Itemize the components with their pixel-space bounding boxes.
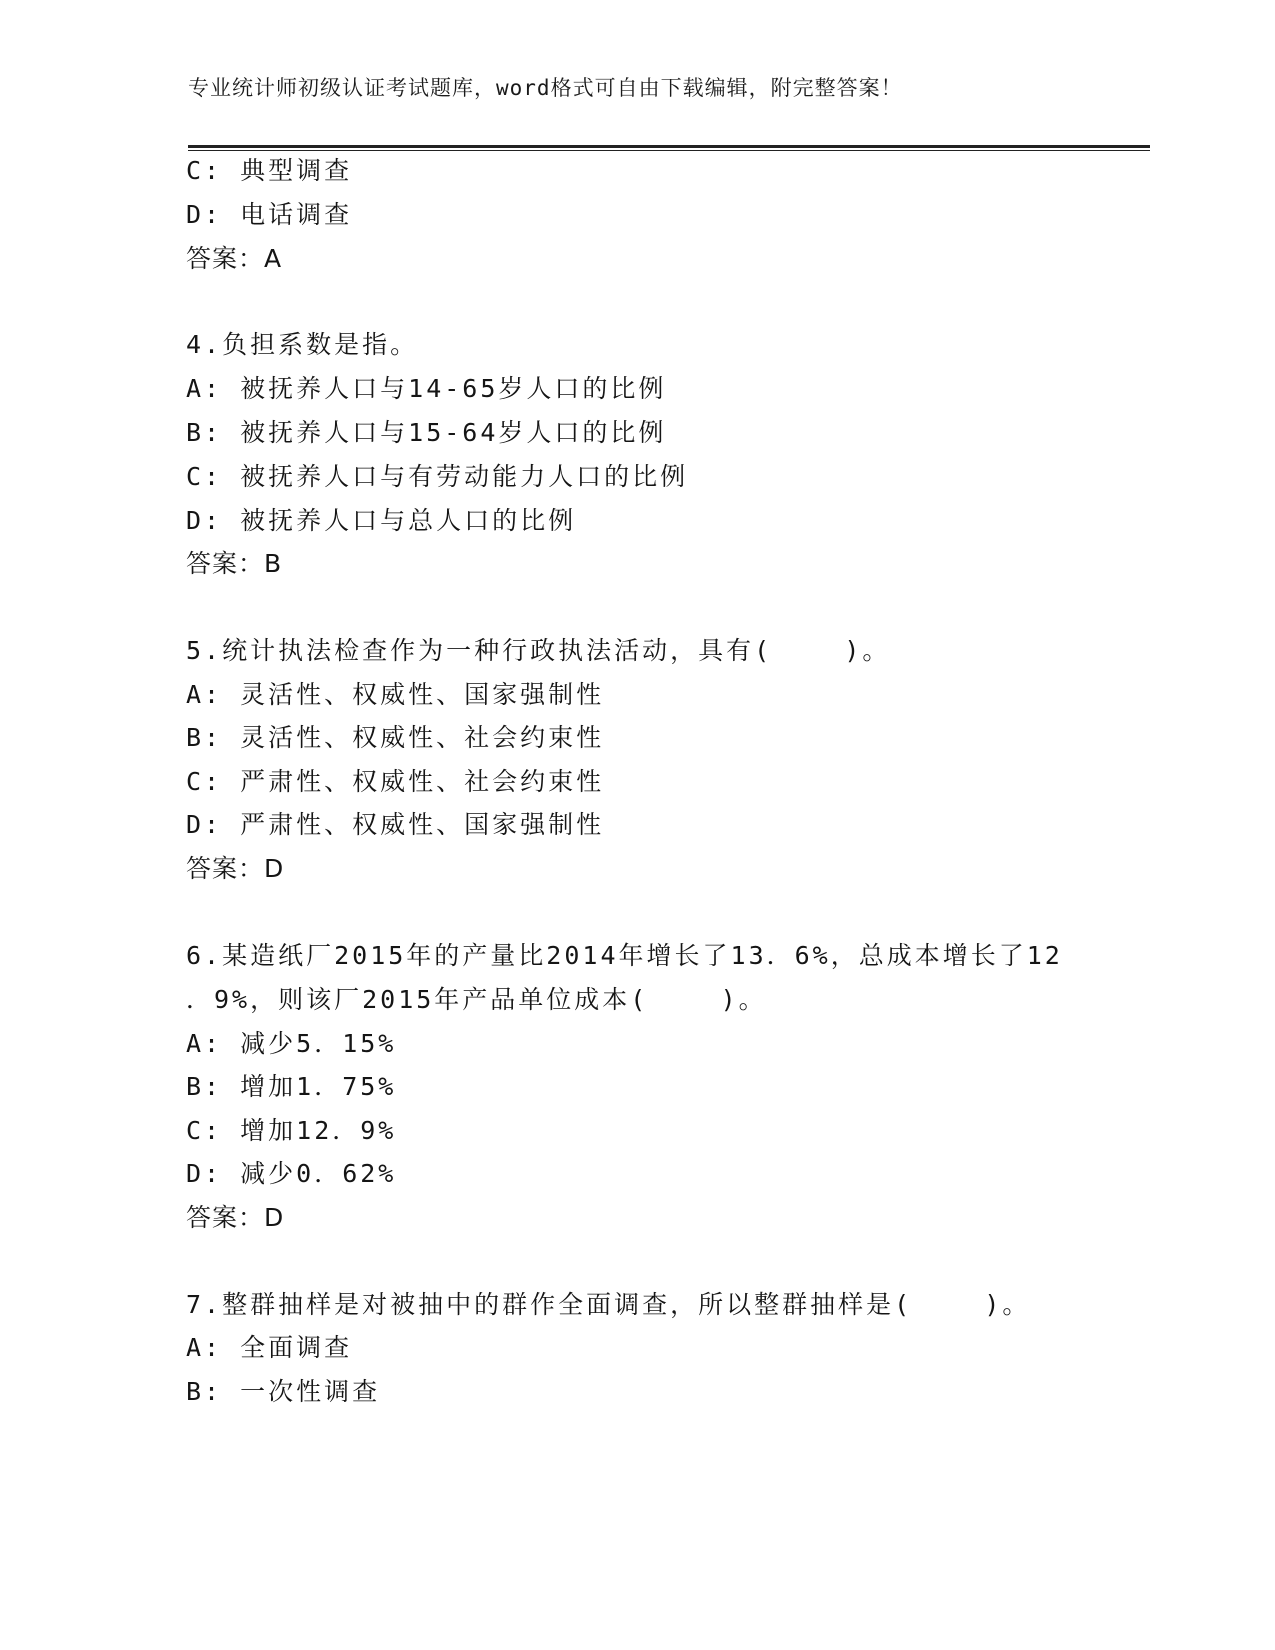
q6-stem-line2: ．9%，则该厂2015年产品单位成本( )。 <box>186 985 767 1014</box>
q6-option-d: D: 减少0．62% <box>186 1159 397 1188</box>
page-header: 专业统计师初级认证考试题库，word格式可自由下载编辑，附完整答案！ <box>188 76 903 100</box>
q5-option-b: B: 灵活性、权威性、社会约束性 <box>186 723 605 752</box>
q4-option-c: C: 被抚养人口与有劳动能力人口的比例 <box>186 462 689 491</box>
q7-stem: 7.整群抽样是对被抽中的群作全面调查，所以整群抽样是( )。 <box>186 1290 1031 1319</box>
q5-option-d: D: 严肃性、权威性、国家强制性 <box>186 810 605 839</box>
q3-option-c: C: 典型调查 <box>186 156 353 185</box>
q3-answer: 答案：A <box>186 244 283 273</box>
header-rule-thick <box>188 145 1150 148</box>
q4-stem: 4.负担系数是指。 <box>186 330 419 359</box>
q5-answer: 答案：D <box>186 854 285 883</box>
q6-option-c: C: 增加12．9% <box>186 1116 397 1145</box>
q4-option-b: B: 被抚养人口与15-64岁人口的比例 <box>186 418 667 447</box>
header-rule-thin <box>188 150 1150 151</box>
q7-option-a: A: 全面调查 <box>186 1333 353 1362</box>
q4-answer: 答案：B <box>186 549 283 578</box>
q5-option-c: C: 严肃性、权威性、社会约束性 <box>186 767 605 796</box>
q6-option-a: A: 减少5．15% <box>186 1029 397 1058</box>
q3-option-d: D: 电话调查 <box>186 200 353 229</box>
q5-stem: 5.统计执法检查作为一种行政执法活动，具有( )。 <box>186 636 891 665</box>
q4-option-a: A: 被抚养人口与14-65岁人口的比例 <box>186 374 667 403</box>
q7-option-b: B: 一次性调查 <box>186 1377 381 1406</box>
q6-option-b: B: 增加1．75% <box>186 1072 397 1101</box>
q6-answer: 答案：D <box>186 1203 285 1232</box>
q5-option-a: A: 灵活性、权威性、国家强制性 <box>186 680 605 709</box>
q4-option-d: D: 被抚养人口与总人口的比例 <box>186 506 577 535</box>
q6-stem-line1: 6.某造纸厂2015年的产量比2014年增长了13．6%，总成本增长了12 <box>186 941 1063 970</box>
